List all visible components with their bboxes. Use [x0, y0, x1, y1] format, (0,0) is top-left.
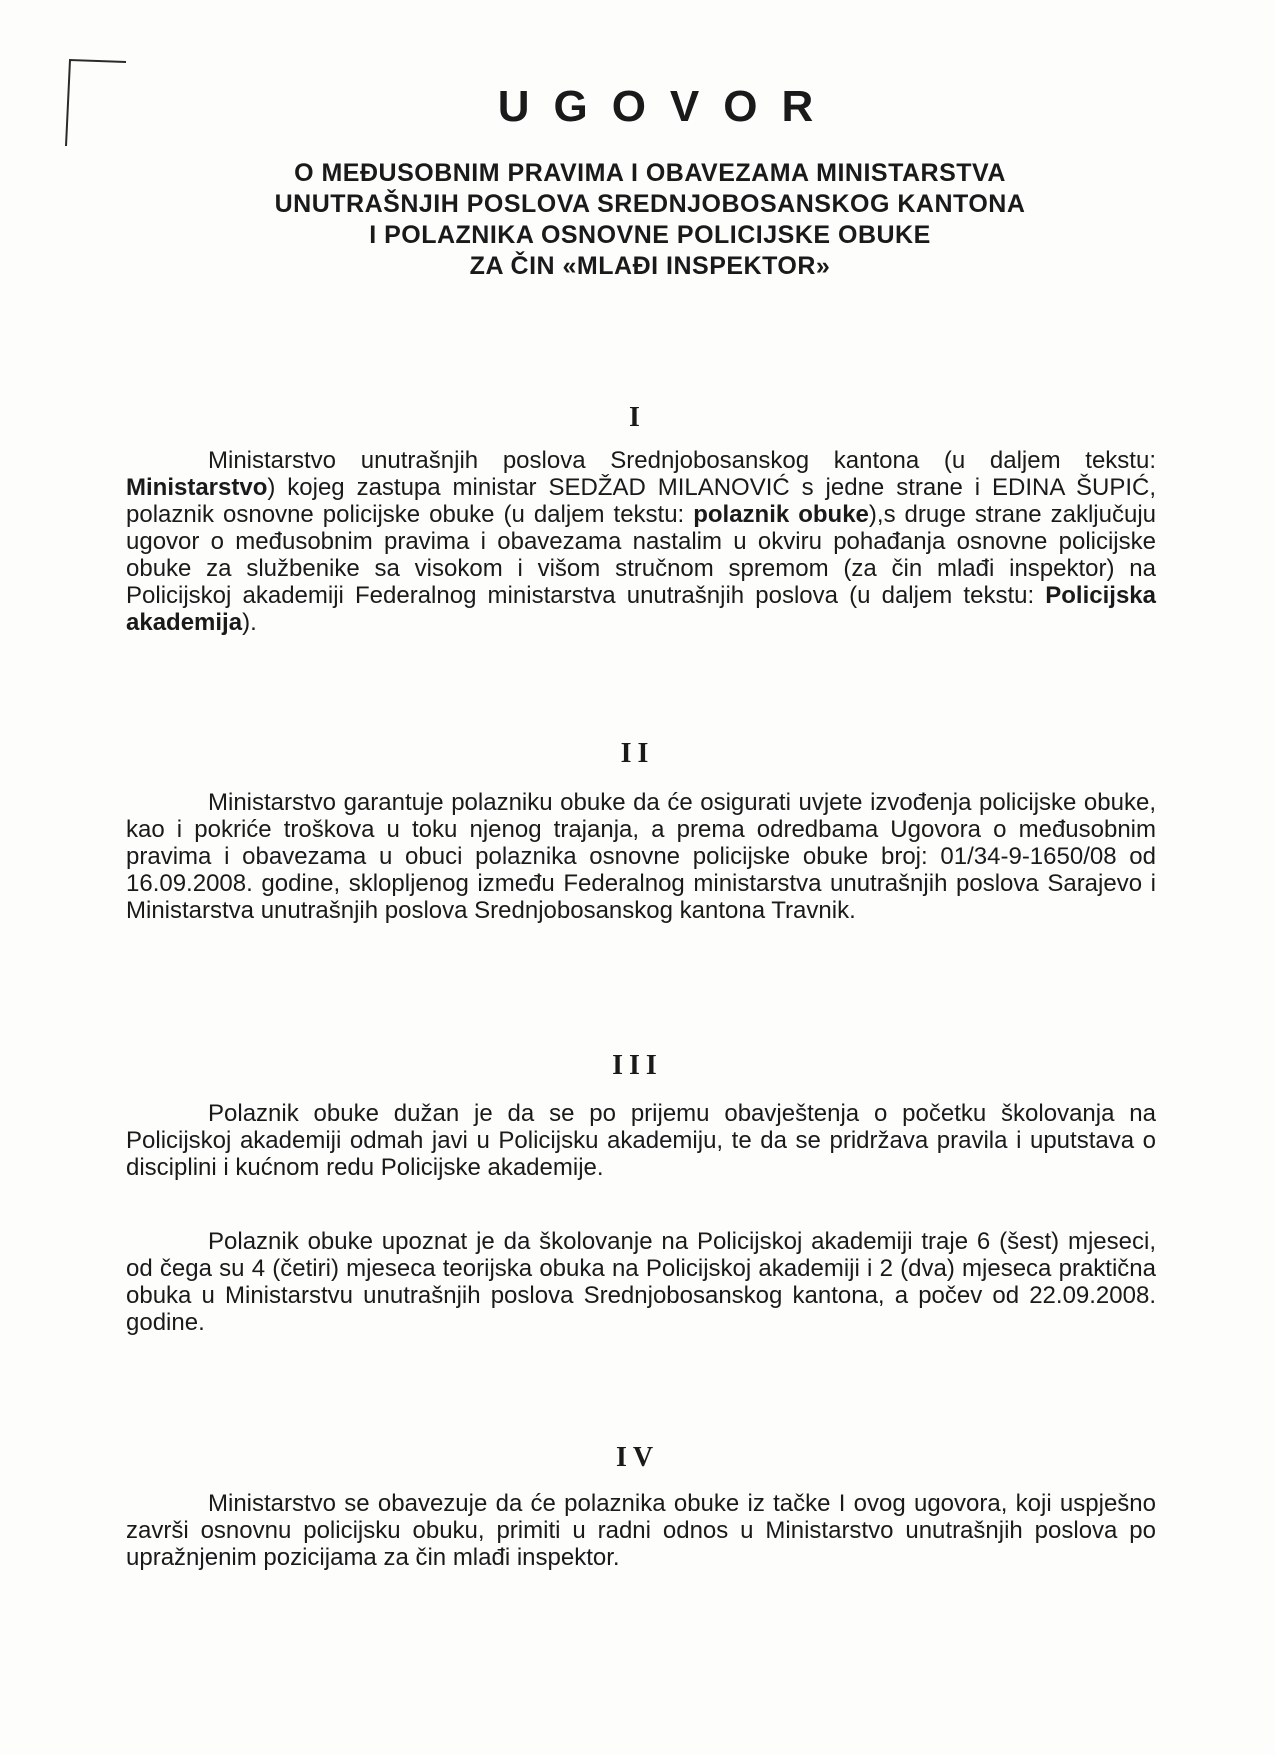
- defined-term-polaznik-obuke: polaznik obuke: [693, 501, 869, 528]
- article-4-paragraph: [126, 1490, 1156, 1571]
- text-run: Ministarstvo se obavezuje da će polaznika obuke iz tačke I ovog ugovora, koji uspješno završi osnovnu policijsku obuku, primiti u radni odnos u Ministarstvo unutrašnjih poslova po upražnjenim pozicijama za čin mlađi inspektor.: [126, 1490, 1156, 1571]
- text-run: Ministarstvo garantuje polazniku obuke da će osigurati uvjete izvođenja policijske obuke, kao i pokriće troškova u toku njenog trajanja, a prema odredbama Ugovora o međusobnim pravima i obavezama u obuci polaznika osnovne policijske obuke broj: 01/34-9-1650/08 od 16.09.2008. godine, sklopljenog između Federalnog ministarstva unutrašnjih poslova Sarajevo i Ministarstva unutrašnjih poslova Srednjobosanskog kantona Travnik.: [126, 789, 1156, 924]
- article-3-paragraph-2: [126, 1228, 1156, 1336]
- text-run: ) kojeg zastupa ministar SEDŽAD MILANOVIĆ s jedne strane i EDINA ŠUPIĆ, polaznik osnovne policijske obuke (u daljem tekstu:: [126, 474, 1156, 528]
- document-title: UGOVOR: [497, 82, 838, 131]
- text-run: ),s druge strane zaključuju ugovor o međusobnim pravima i obavezama nastalim u okviru pohađanja osnovne policijske obuke za službenike sa visokom i višom stručnom spremom (za čin mlađi inspektor) na Policijskoj akademiji Federalnog ministarstva unutrašnjih poslova (u daljem tekstu:: [126, 501, 1157, 609]
- article-number-3: III: [612, 1050, 663, 1081]
- subtitle-line: I POLAZNIKA OSNOVNE POLICIJSKE OBUKE: [369, 221, 931, 249]
- defined-term-ministarstvo: Ministarstvo: [126, 474, 268, 501]
- article-number-2: II: [620, 738, 655, 769]
- article-2-paragraph: [126, 789, 1156, 924]
- article-1-paragraph: [126, 447, 1156, 636]
- text-run: Ministarstvo unutrašnjih poslova Srednjobosanskog kantona (u daljem tekstu:: [208, 447, 1156, 474]
- subtitle-line: O MEĐUSOBNIM PRAVIMA I OBAVEZAMA MINISTARSTVA: [294, 159, 1006, 187]
- subtitle-line: ZA ČIN «MLAĐI INSPEKTOR»: [469, 252, 831, 280]
- text-run: ).: [242, 609, 257, 636]
- subtitle-line: UNUTRAŠNJIH POSLOVA SREDNJOBOSANSKOG KANTONA: [274, 190, 1026, 218]
- text-run: Polaznik obuke dužan je da se po prijemu obavještenja o početku školovanja na Policijskoj akademiji odmah javi u Policijsku akademiju, te da se pridržava pravila i uputstava o disciplini i kućnom redu Policijske akademije.: [126, 1100, 1156, 1181]
- document-subtitle: [150, 158, 1150, 282]
- defined-term-policijska-akademija: Policijska akademija: [126, 582, 1156, 636]
- text-run: Polaznik obuke upoznat je da školovanje na Policijskoj akademiji traje 6 (šest) mjeseci, od čega su 4 (četiri) mjeseca teorijska obuka na Policijskoj akademiji i 2 (dva) mjeseca praktična obuka u Ministarstvu unutrašnjih poslova Srednjobosanskog kantona, a počev od 22.09.2008. godine.: [126, 1228, 1156, 1336]
- article-number-4: IV: [615, 1442, 660, 1473]
- article-3-paragraph-1: [126, 1100, 1156, 1181]
- article-number-1: I: [629, 402, 646, 433]
